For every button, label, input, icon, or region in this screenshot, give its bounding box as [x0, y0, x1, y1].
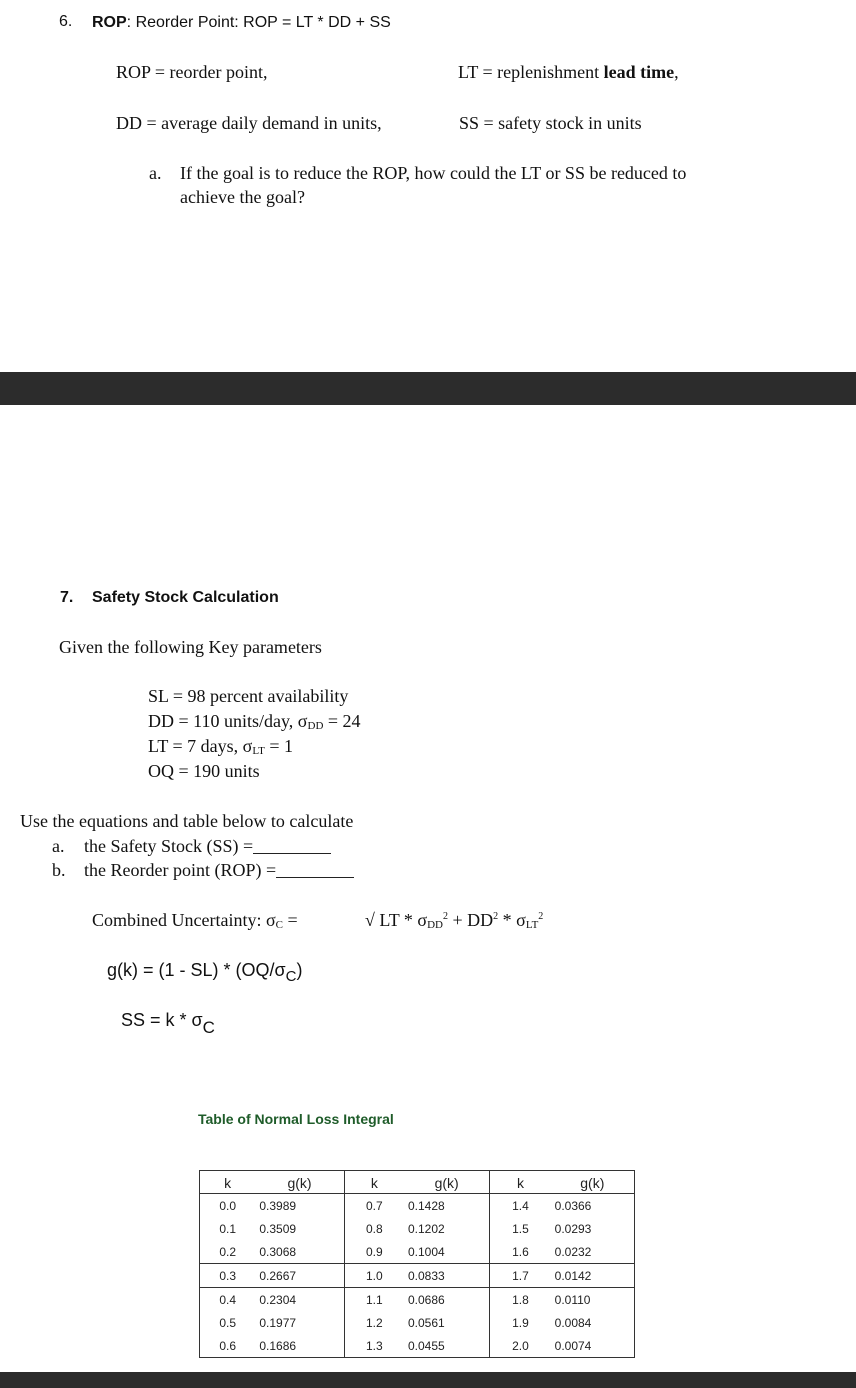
combined-uncertainty [92, 910, 298, 931]
ss-formula [121, 1010, 215, 1038]
table-row [200, 1288, 635, 1312]
table-cell-k: 1.3 [344, 1334, 404, 1358]
q6-title [92, 12, 391, 32]
page-break-bar [0, 372, 856, 405]
table-cell-k: 0.9 [344, 1240, 404, 1264]
param-sl: SL = 98 percent availability [148, 686, 349, 706]
def-dd: DD = average daily demand in units, [116, 113, 382, 133]
table-cell-k: 1.2 [344, 1311, 404, 1334]
table-cell-k: 0.1 [219, 1221, 237, 1236]
formula-sup1: 2 [443, 911, 448, 922]
table-cell-k: 0.2 [219, 1244, 237, 1259]
param-lt [148, 736, 293, 757]
param-dd-b: = 24 [323, 711, 361, 731]
table-cell-k: 1.5 [490, 1217, 551, 1240]
ss-sub: C [202, 1018, 215, 1037]
table-cell-k: 0.5 [219, 1315, 237, 1330]
q7-title: Safety Stock Calculation [92, 589, 279, 606]
table-cell-gk: 0.1202 [407, 1221, 445, 1236]
q7-intro: Given the following Key parameters [59, 637, 322, 657]
formula-sub1: DD [427, 919, 443, 931]
table-cell-k: 0.8 [344, 1217, 404, 1240]
q6-sub-a-line1: If the goal is to reduce the ROP, how could the LT or SS be reduced to [180, 163, 687, 183]
q6-title-bold: ROP [92, 14, 127, 31]
formula-a: √ LT * σ [365, 910, 428, 930]
table-row [200, 1334, 635, 1358]
table-cell-gk: 0.0142 [551, 1264, 635, 1288]
table-body [200, 1194, 635, 1358]
q7-item-b-label: b. [52, 860, 66, 880]
table-header-row [200, 1171, 635, 1194]
q6-title-rest: : Reorder Point: ROP = LT * DD + SS [126, 14, 391, 31]
gk-formula [107, 960, 302, 985]
param-dd [148, 711, 361, 732]
table-cell-gk: 0.0833 [404, 1264, 490, 1288]
table-cell-gk: 0.2667 [255, 1264, 344, 1288]
q7-item-b [84, 860, 354, 881]
def-ss: SS = safety stock in units [459, 113, 642, 133]
table-cell-gk: 0.0455 [407, 1338, 445, 1353]
header-k-3: k [490, 1171, 551, 1194]
formula-b: + DD [448, 910, 494, 930]
param-dd-a: DD = 110 units/day, σ [148, 711, 308, 731]
gk-sub: C [285, 968, 297, 985]
combined-label: Combined Uncertainty: σ [92, 910, 276, 930]
answer-blank-ss[interactable] [253, 839, 331, 854]
table-cell-k: 1.4 [490, 1194, 551, 1218]
q7-item-b-text: the Reorder point (ROP) = [84, 860, 277, 880]
param-dd-sub: DD [307, 720, 324, 732]
table-cell-gk: 0.3989 [259, 1198, 297, 1213]
header-k-1: k [200, 1171, 256, 1194]
table-row [200, 1264, 635, 1288]
table-cell-k: 1.9 [490, 1311, 551, 1334]
def-lt-a: LT = replenishment [458, 62, 604, 82]
table-cell-k: 0.6 [219, 1338, 237, 1353]
table-cell-gk: 0.2304 [255, 1288, 344, 1312]
def-rop: ROP = reorder point, [116, 62, 268, 82]
table-cell-gk: 0.1004 [407, 1244, 445, 1259]
gk-text: g(k) = (1 - SL) * (OQ/σ [107, 960, 286, 980]
q6-number: 6. [59, 13, 73, 30]
param-lt-b: = 1 [264, 736, 293, 756]
gk-close: ) [296, 960, 303, 980]
table-cell-gk: 0.1428 [407, 1198, 445, 1213]
table-row [200, 1194, 635, 1218]
normal-loss-table [199, 1170, 635, 1358]
table-cell-k: 1.8 [490, 1288, 551, 1312]
table-cell-k: 0.0 [219, 1198, 237, 1213]
table-cell-k: 1.1 [344, 1288, 404, 1312]
param-lt-sub: LT [252, 745, 265, 757]
q6-sub-a-line2: achieve the goal? [180, 187, 305, 207]
table-cell-gk: 0.0110 [551, 1288, 635, 1312]
header-gk-2: g(k) [404, 1171, 490, 1194]
param-lt-a: LT = 7 days, σ [148, 736, 253, 756]
table-cell-k: 1.0 [344, 1264, 404, 1288]
table-title: Table of Normal Loss Integral [198, 1111, 394, 1127]
combined-eq: = [283, 910, 298, 930]
table-cell-gk: 0.0366 [554, 1198, 592, 1213]
q7-item-a-label: a. [52, 836, 65, 856]
header-gk-1: g(k) [255, 1171, 344, 1194]
table-cell-k: 0.3 [200, 1264, 256, 1288]
formula-sub2: LT [525, 919, 539, 931]
header-gk-3: g(k) [551, 1171, 635, 1194]
def-lt [458, 62, 679, 83]
table-cell-k: 0.7 [344, 1194, 404, 1218]
def-lt-bold: lead time [603, 62, 675, 82]
table-row [200, 1217, 635, 1240]
table-cell-gk: 0.3509 [259, 1221, 297, 1236]
table-cell-k: 1.6 [490, 1240, 551, 1264]
table-cell-gk: 0.0084 [554, 1315, 592, 1330]
table-cell-gk: 0.1686 [259, 1338, 297, 1353]
formula-c: * σ [498, 910, 526, 930]
formula-sup3: 2 [538, 911, 544, 922]
table-row [200, 1311, 635, 1334]
table-row [200, 1240, 635, 1264]
table-cell-gk: 0.0561 [407, 1315, 445, 1330]
table-cell-k: 2.0 [490, 1334, 551, 1358]
q7-item-a-text: the Safety Stock (SS) = [84, 836, 254, 856]
formula-sup2: 2 [493, 911, 499, 922]
q7-number: 7. [60, 589, 74, 606]
param-oq: OQ = 190 units [148, 761, 260, 781]
table-cell-gk: 0.1977 [259, 1315, 297, 1330]
answer-blank-rop[interactable] [276, 863, 354, 878]
ss-text: SS = k * σ [121, 1010, 203, 1030]
q6-sub-a-label: a. [149, 163, 162, 183]
table-cell-gk: 0.0232 [554, 1244, 592, 1259]
header-k-2: k [344, 1171, 404, 1194]
table-cell-gk: 0.3068 [259, 1244, 297, 1259]
table-cell-k: 0.4 [200, 1288, 256, 1312]
q7-item-a [84, 836, 331, 857]
bottom-bar [0, 1372, 856, 1388]
table-cell-gk: 0.0686 [404, 1288, 490, 1312]
table-cell-gk: 0.0074 [554, 1338, 592, 1353]
combined-label-sub: C [275, 919, 284, 931]
table-cell-k: 1.7 [490, 1264, 551, 1288]
combined-formula [365, 910, 543, 931]
q7-use-text: Use the equations and table below to calculate [20, 811, 354, 831]
table-cell-gk: 0.0293 [554, 1221, 592, 1236]
def-lt-c: , [674, 62, 679, 82]
